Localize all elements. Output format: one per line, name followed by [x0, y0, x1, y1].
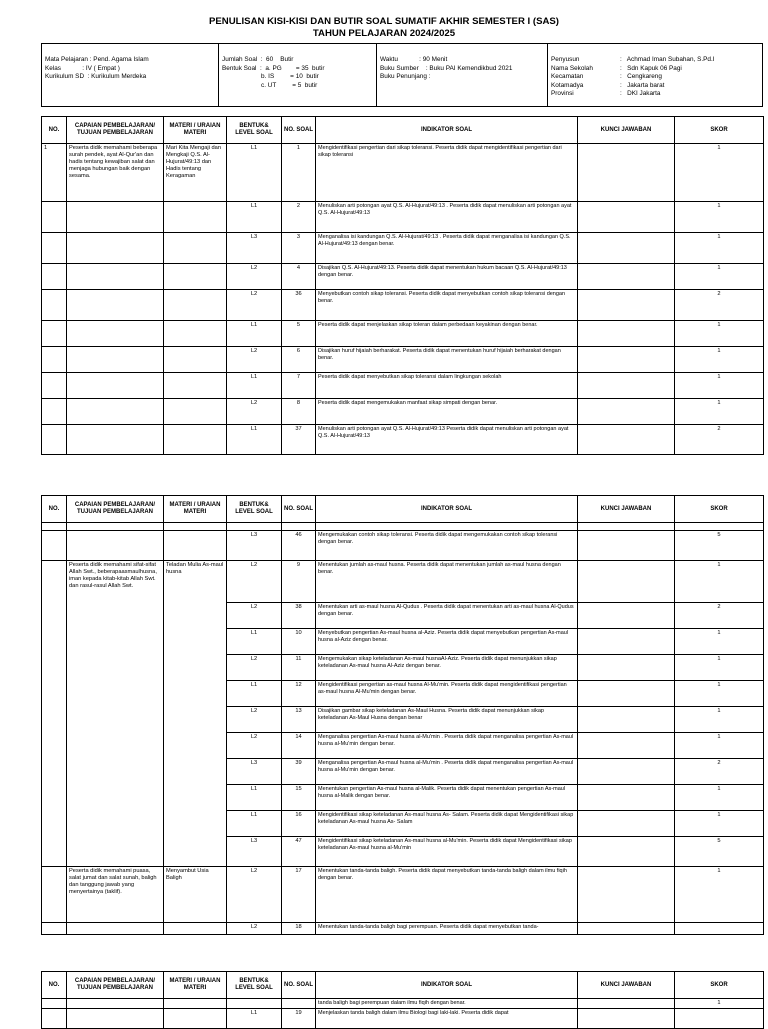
no-cell — [42, 923, 67, 935]
skor-cell: 1 — [675, 144, 764, 202]
capaian-cell — [67, 202, 164, 233]
indikator-cell: Mengidentifikasi pengertian as-maul husna Al-Mu'min. Peserta didik dapat mengidentifikasi pengertian as-maul husna Al-Mu'min dengan benar. — [316, 681, 578, 707]
capaian-cell: Peserta didik memahami puasa, salat jumat dan salat sunah, baligh dan tanggung jawab yang menyertainya (taklif). — [67, 867, 164, 923]
kisi-table-3 — [41, 971, 764, 1029]
bentuk-cell: L2 — [227, 399, 282, 425]
indikator-cell: Peserta didik dapat mengemukakan manfaat sikap simpati dengan benar. — [316, 399, 578, 425]
header-nosoal: NO. SOAL — [282, 972, 316, 999]
indikator-cell: Menganalisa pengertian As-maul husna al-Mu'min . Peserta didik dapat menganalisa pengertian As-maul husna al-Mu'min dengan benar. — [316, 759, 578, 785]
bentuk-cell: L2 — [227, 347, 282, 373]
capaian-cell — [67, 347, 164, 373]
nosoal-cell: 19 — [282, 1009, 316, 1029]
indikator-cell: Menganalisa isi kandungan Q.S. Al-Hujurat/49:13 . Peserta didik dapat menganalisa isi kandungan Q.S. Al-Hujurat/49:13 dengan benar. — [316, 233, 578, 264]
kunci-cell — [578, 811, 675, 837]
skor-cell: 5 — [675, 837, 764, 867]
indikator-cell: tanda baligh bagi perempuan dalam ilmu fiqih dengan benar. — [316, 999, 578, 1009]
header-skor: SKOR — [675, 496, 764, 523]
no-cell: 1 — [42, 144, 67, 202]
table-row — [42, 561, 764, 603]
kunci-cell — [578, 681, 675, 707]
skor-cell: 1 — [675, 399, 764, 425]
nosoal-cell: 5 — [282, 321, 316, 347]
bentuk-cell — [227, 999, 282, 1009]
table-row — [42, 531, 764, 561]
indikator-cell: Mengidentifikasi sikap keteladanan As-maul husna al-Mu'min. Peserta didik dapat Mengidentifikasi sikap keteladanan As-maul husna al-Mu'min — [316, 837, 578, 867]
header-materi: MATERI / URAIAN MATERI — [164, 117, 227, 144]
header-kunci: KUNCI JAWABAN — [578, 496, 675, 523]
materi-cell: Menyambut Usia Baligh — [164, 867, 227, 923]
capaian-cell — [67, 999, 164, 1009]
skor-cell: 1 — [675, 733, 764, 759]
capaian-cell — [67, 923, 164, 935]
info-question-count: Jumlah Soal : 60 Butir Bentuk Soal : a. PG = 35 butir b. IS = 10 butir c. UT = 5 butir — [222, 56, 325, 89]
kunci-cell — [578, 1009, 675, 1029]
header-no: NO. — [42, 972, 67, 999]
skor-cell: 2 — [675, 425, 764, 455]
nosoal-cell: 4 — [282, 264, 316, 290]
skor-cell: 1 — [675, 785, 764, 811]
header-nosoal: NO. SOAL — [282, 496, 316, 523]
empty-cell — [67, 523, 164, 531]
no-cell — [42, 202, 67, 233]
no-cell — [42, 347, 67, 373]
table-row — [42, 999, 764, 1009]
table-row — [42, 1009, 764, 1029]
kunci-cell — [578, 923, 675, 935]
nosoal-cell: 37 — [282, 425, 316, 455]
indikator-cell: Menentukan arti as-maul husna Al-Qudus . Peserta didik dapat menentukan arti as-maul husna Al-Qudus dengan benar. — [316, 603, 578, 629]
no-cell — [42, 264, 67, 290]
kunci-cell — [578, 837, 675, 867]
bentuk-cell: L1 — [227, 785, 282, 811]
academic-year: TAHUN PELAJARAN 2024/2025 — [312, 28, 456, 39]
nosoal-cell: 39 — [282, 759, 316, 785]
info-author-values: : Achmad Iman Subahan, S.Pd.I : Sdn Kapuk 06 Pagi : Cengkareng : Jakarta barat : DKI Jakarta — [620, 56, 715, 97]
header-kunci: KUNCI JAWABAN — [578, 117, 675, 144]
indikator-cell: Peserta didik dapat menjelaskan sikap toleran dalam perbedaan keyakinan dengan benar. — [316, 321, 578, 347]
header-bentuk: BENTUK& LEVEL SOAL — [227, 972, 282, 999]
no-cell — [42, 531, 67, 561]
indikator-cell: Menyebutkan contoh sikap toleransi. Peserta didik dapat menyebutkan contoh sikap toleransi dengan benar. — [316, 290, 578, 321]
nosoal-cell: 16 — [282, 811, 316, 837]
indikator-cell: Menganalisa pengertian As-maul husna al-Mu'min . Peserta didik dapat menganalisa pengertian As-maul husna al-Mu'min dengan benar. — [316, 733, 578, 759]
bentuk-cell: L1 — [227, 321, 282, 347]
nosoal-cell: 8 — [282, 399, 316, 425]
kunci-cell — [578, 785, 675, 811]
empty-cell — [282, 523, 316, 531]
skor-cell: 1 — [675, 811, 764, 837]
table-row — [42, 321, 764, 347]
bentuk-cell: L2 — [227, 603, 282, 629]
bentuk-cell: L3 — [227, 759, 282, 785]
kunci-cell — [578, 999, 675, 1009]
document-title: PENULISAN KISI-KISI DAN BUTIR SOAL SUMATIF AKHIR SEMESTER I (SAS) — [208, 16, 559, 27]
spacer-row — [42, 523, 764, 531]
materi-cell: Teladan Mulia As-maul husna — [164, 561, 227, 867]
capaian-cell: Peserta didik memahami beberapa surah pendek, ayat Al-Qur'an dan hadis tentang kewajiban salat dan menjaga hubungan baik dengan sesama. — [67, 144, 164, 202]
capaian-cell — [67, 1009, 164, 1029]
capaian-cell — [67, 290, 164, 321]
empty-cell — [578, 523, 675, 531]
capaian-cell — [67, 321, 164, 347]
materi-cell — [164, 923, 227, 935]
skor-cell: 1 — [675, 233, 764, 264]
skor-cell: 2 — [675, 290, 764, 321]
materi-cell — [164, 531, 227, 561]
nosoal-cell: 2 — [282, 202, 316, 233]
kunci-cell — [578, 603, 675, 629]
bentuk-cell: L1 — [227, 373, 282, 399]
info-subject: Mata Pelajaran : Pend. Agama Islam Kelas : IV ( Empat ) Kurikulum SD : Kurikulum Merdeka — [45, 56, 149, 80]
nosoal-cell: 47 — [282, 837, 316, 867]
header-skor: SKOR — [675, 972, 764, 999]
kunci-cell — [578, 707, 675, 733]
empty-cell — [227, 523, 282, 531]
materi-cell — [164, 321, 227, 347]
skor-cell: 1 — [675, 681, 764, 707]
skor-cell: 1 — [675, 321, 764, 347]
table-row — [42, 867, 764, 923]
bentuk-cell: L2 — [227, 923, 282, 935]
indikator-cell: Menentukan tanda-tanda baligh. Peserta didik dapat menyebutkan tanda-tanda baligh dalam ilmu fiqih dengan benar. — [316, 867, 578, 923]
materi-cell — [164, 264, 227, 290]
nosoal-cell: 18 — [282, 923, 316, 935]
nosoal-cell: 38 — [282, 603, 316, 629]
info-author-labels: Penyusun Nama Sekolah Kecamatan Kotamadya Provinsi — [551, 56, 593, 97]
header-kunci: KUNCI JAWABAN — [578, 972, 675, 999]
header-capaian: CAPAIAN PEMBELAJARAN/ TUJUAN PEMBELAJARAN — [67, 972, 164, 999]
kunci-cell — [578, 867, 675, 923]
nosoal-cell: 17 — [282, 867, 316, 923]
nosoal-cell: 9 — [282, 561, 316, 603]
capaian-cell — [67, 531, 164, 561]
materi-cell — [164, 425, 227, 455]
no-cell — [42, 233, 67, 264]
table-row — [42, 347, 764, 373]
no-cell — [42, 1009, 67, 1029]
capaian-cell — [67, 233, 164, 264]
kunci-cell — [578, 561, 675, 603]
header-bentuk: BENTUK& LEVEL SOAL — [227, 496, 282, 523]
bentuk-cell: L2 — [227, 264, 282, 290]
table-row — [42, 373, 764, 399]
nosoal-cell: 46 — [282, 531, 316, 561]
bentuk-cell: L2 — [227, 707, 282, 733]
kunci-cell — [578, 655, 675, 681]
header-no: NO. — [42, 496, 67, 523]
skor-cell: 1 — [675, 707, 764, 733]
no-cell — [42, 999, 67, 1009]
kunci-cell — [578, 144, 675, 202]
table-row — [42, 399, 764, 425]
nosoal-cell: 15 — [282, 785, 316, 811]
indikator-cell: Menentukan pengertian As-maul husna al-Malik. Peserta didik dapat menentukan pengertian As-maul husna al-Malik dengan benar. — [316, 785, 578, 811]
bentuk-cell: L2 — [227, 733, 282, 759]
skor-cell: 1 — [675, 655, 764, 681]
nosoal-cell: 1 — [282, 144, 316, 202]
indikator-cell: Disajikan gambar sikap keteladanan As-Maul Husna. Peserta didik dapat menunjukkan sikap keteladanan As-Maul Husna dengan benar — [316, 707, 578, 733]
bentuk-cell: L1 — [227, 681, 282, 707]
nosoal-cell: 36 — [282, 290, 316, 321]
bentuk-cell: L1 — [227, 425, 282, 455]
header-indikator: INDIKATOR SOAL — [316, 972, 578, 999]
skor-cell: 1 — [675, 629, 764, 655]
nosoal-cell — [282, 999, 316, 1009]
bentuk-cell: L1 — [227, 144, 282, 202]
empty-cell — [675, 523, 764, 531]
empty-cell — [42, 523, 67, 531]
kunci-cell — [578, 629, 675, 655]
table-row — [42, 425, 764, 455]
materi-cell: Mari Kita Mengaji dan Mengkaji Q.S. Al-Hujurat/49:13 dan Hadis tentang Keragaman — [164, 144, 227, 202]
nosoal-cell: 11 — [282, 655, 316, 681]
skor-cell: 5 — [675, 531, 764, 561]
empty-cell — [164, 523, 227, 531]
kunci-cell — [578, 373, 675, 399]
no-cell — [42, 373, 67, 399]
info-box — [41, 43, 763, 107]
skor-cell: 1 — [675, 561, 764, 603]
no-cell — [42, 399, 67, 425]
bentuk-cell: L2 — [227, 290, 282, 321]
kunci-cell — [578, 264, 675, 290]
table-row — [42, 923, 764, 935]
skor-cell — [675, 923, 764, 935]
table-row — [42, 233, 764, 264]
skor-cell: 2 — [675, 759, 764, 785]
no-cell — [42, 867, 67, 923]
header-skor: SKOR — [675, 117, 764, 144]
kunci-cell — [578, 733, 675, 759]
nosoal-cell: 7 — [282, 373, 316, 399]
indikator-cell: Menjelaskan tanda baligh dalam ilmu Biologi bagi laki-laki. Peserta didik dapat — [316, 1009, 578, 1029]
skor-cell: 1 — [675, 867, 764, 923]
skor-cell: 1 — [675, 202, 764, 233]
bentuk-cell: L1 — [227, 629, 282, 655]
nosoal-cell: 10 — [282, 629, 316, 655]
capaian-cell — [67, 264, 164, 290]
nosoal-cell: 13 — [282, 707, 316, 733]
header-capaian: CAPAIAN PEMBELAJARAN/ TUJUAN PEMBELAJARAN — [67, 496, 164, 523]
indikator-cell: Mengemukakan contoh sikap toleransi. Peserta didik dapat mengemukakan contoh sikap toleransi dengan benar. — [316, 531, 578, 561]
bentuk-cell: L2 — [227, 867, 282, 923]
indikator-cell: Disajikan Q.S. Al-Hujurat/49:13. Peserta didik dapat menentukan hukum bacaan Q.S. Al-Hujurat/49:13 dengan benar. — [316, 264, 578, 290]
bentuk-cell: L3 — [227, 531, 282, 561]
skor-cell: 1 — [675, 999, 764, 1009]
nosoal-cell: 6 — [282, 347, 316, 373]
indikator-cell: Mengidentifikasi pengertian dari sikap toleransi. Peserta didik dapat mengidentifikasi pengertian dari sikap toleransi — [316, 144, 578, 202]
no-cell — [42, 321, 67, 347]
materi-cell — [164, 202, 227, 233]
materi-cell — [164, 233, 227, 264]
no-cell — [42, 290, 67, 321]
capaian-cell — [67, 425, 164, 455]
materi-cell — [164, 399, 227, 425]
header-no: NO. — [42, 117, 67, 144]
skor-cell: 2 — [675, 603, 764, 629]
kunci-cell — [578, 202, 675, 233]
skor-cell: 1 — [675, 264, 764, 290]
kunci-cell — [578, 399, 675, 425]
kunci-cell — [578, 425, 675, 455]
skor-cell: 1 — [675, 373, 764, 399]
indikator-cell: Disajikan huruf hijaiah berharakat. Peserta didik dapat menentukan huruf hijaiah berharakat dengan benar. — [316, 347, 578, 373]
capaian-cell: Peserta didik memahami sifat-sifat Allah Swt., beberapaasmaulhusna, iman kepada kitab-kitab Allah Swt. dan rasul-rasul Allah Swt. — [67, 561, 164, 867]
kunci-cell — [578, 347, 675, 373]
header-materi: MATERI / URAIAN MATERI — [164, 496, 227, 523]
header-indikator: INDIKATOR SOAL — [316, 496, 578, 523]
nosoal-cell: 12 — [282, 681, 316, 707]
bentuk-cell: L3 — [227, 233, 282, 264]
table-row — [42, 290, 764, 321]
nosoal-cell: 3 — [282, 233, 316, 264]
indikator-cell: Menuliskan arti potongan ayat Q.S. Al-Hujurat/49:13 . Peserta didik dapat menuliskan arti potongan ayat Q.S. Al-Hujurat/49:13 — [316, 202, 578, 233]
table-row — [42, 144, 764, 202]
bentuk-cell: L1 — [227, 811, 282, 837]
empty-cell — [316, 523, 578, 531]
materi-cell — [164, 373, 227, 399]
info-time-source: Waktu : 90 Menit Buku Sumber : Buku PAI Kemendikbud 2021 Buku Penunjang : — [380, 56, 513, 80]
header-capaian: CAPAIAN PEMBELAJARAN/ TUJUAN PEMBELAJARAN — [67, 117, 164, 144]
bentuk-cell: L1 — [227, 202, 282, 233]
indikator-cell: Peserta didik dapat menyebutkan sikap toleransi dalam lingkungan sekolah — [316, 373, 578, 399]
no-cell — [42, 561, 67, 867]
kunci-cell — [578, 759, 675, 785]
indikator-cell: Mengidentifikasi sikap keteladanan As-maul husna As- Salam. Peserta didik dapat Mengidentifikasi sikap keteladanan As-maul husna As- Salam — [316, 811, 578, 837]
bentuk-cell: L2 — [227, 561, 282, 603]
kunci-cell — [578, 531, 675, 561]
materi-cell — [164, 290, 227, 321]
indikator-cell: Menentukan tanda-tanda baligh bagi perempuan. Peserta didik dapat menyebutkan tanda- — [316, 923, 578, 935]
materi-cell — [164, 1009, 227, 1029]
nosoal-cell: 14 — [282, 733, 316, 759]
skor-cell — [675, 1009, 764, 1029]
header-materi: MATERI / URAIAN MATERI — [164, 972, 227, 999]
bentuk-cell: L2 — [227, 655, 282, 681]
kisi-table-2 — [41, 495, 764, 935]
bentuk-cell: L3 — [227, 837, 282, 867]
no-cell — [42, 425, 67, 455]
header-nosoal: NO. SOAL — [282, 117, 316, 144]
capaian-cell — [67, 373, 164, 399]
indikator-cell: Mengemukakan sikap keteladanan As-maul husnaAl-Aziz. Peserta didik dapat menunjukkan sikap keteladanan As-maul husna Al-Aziz dengan benar. — [316, 655, 578, 681]
indikator-cell: Menentukan jumlah as-maul husna. Peserta didik dapat menentukan jumlah as-maul husna dengan benar. — [316, 561, 578, 603]
header-indikator: INDIKATOR SOAL — [316, 117, 578, 144]
materi-cell — [164, 999, 227, 1009]
indikator-cell: Menuliskan arti potongan ayat Q.S. Al-Hujurat/49:13 Peserta didik dapat menuliskan arti potongan ayat Q.S. Al-Hujurat/49:13 — [316, 425, 578, 455]
kunci-cell — [578, 321, 675, 347]
kunci-cell — [578, 233, 675, 264]
skor-cell: 1 — [675, 347, 764, 373]
indikator-cell: Menyebutkan pengertian As-maul husna al-Aziz. Peserta didik dapat menyebutkan pengertian As-maul husna al-Aziz dengan benar. — [316, 629, 578, 655]
materi-cell — [164, 347, 227, 373]
capaian-cell — [67, 399, 164, 425]
header-bentuk: BENTUK& LEVEL SOAL — [227, 117, 282, 144]
kisi-table-1 — [41, 116, 764, 455]
table-row — [42, 264, 764, 290]
kunci-cell — [578, 290, 675, 321]
bentuk-cell: L1 — [227, 1009, 282, 1029]
table-row — [42, 202, 764, 233]
